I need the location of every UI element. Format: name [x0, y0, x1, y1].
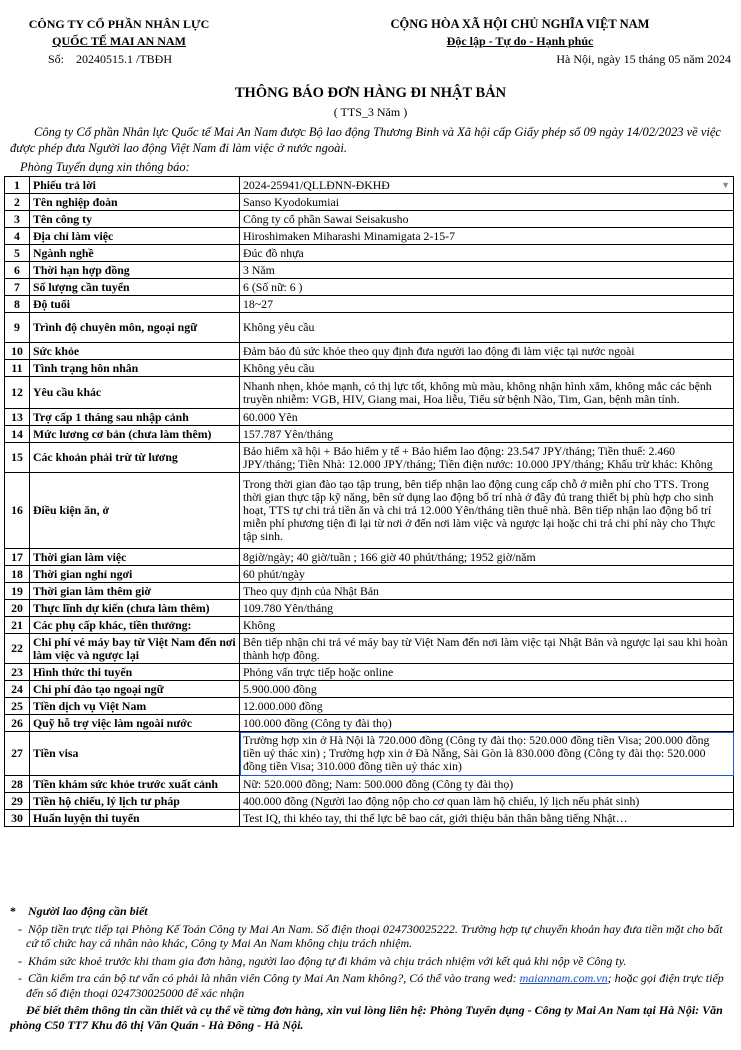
row-value — [240, 194, 734, 211]
notes-heading — [10, 904, 732, 919]
company-name-line1: CÔNG TY CỔ PHẦN NHÂN LỰC — [28, 17, 210, 31]
row-value-text: Bảo hiểm xã hội + Bảo hiểm y tế + Bảo hiểm lao động: 23.547 JPY/tháng; Tiền thuế: 2.460 JPY/tháng; Tiền Nhà: 12.000 JPY/tháng; Tiền điện nước: 10.000 JPY/tháng; Khấu trừ khác: Không — [243, 443, 713, 471]
table-row — [5, 313, 734, 343]
row-value — [240, 698, 734, 715]
row-value-text: 400.000 đồng (Người lao động nộp cho cơ quan làm hộ chiếu, lý lịch nếu phát sinh) — [243, 793, 640, 808]
table-row — [5, 343, 734, 360]
row-number: 2 — [5, 194, 30, 211]
row-number: 23 — [5, 664, 30, 681]
row-number: 16 — [5, 473, 30, 549]
row-value-text: 6 (Số nữ: 6 ) — [243, 279, 303, 294]
intro-paragraph: Công ty Cổ phần Nhân lực Quốc tế Mai An Nam được Bộ lao động Thương Binh và Xã hội cấp Giấy phép số 09 ngày 14/02/2023 về việc được phép đưa Người lao động Việt Nam đi làm việc ở nước ngoài. — [10, 125, 721, 155]
row-label: Thực lĩnh dự kiến (chưa làm thêm) — [30, 600, 240, 617]
table-row — [5, 377, 734, 409]
table-row — [5, 732, 734, 776]
document-number — [48, 52, 172, 67]
row-number: 19 — [5, 583, 30, 600]
row-number: 5 — [5, 245, 30, 262]
note-item-health-text: Khám sức khoẻ trước khi tham gia đơn hàng, người lao động tự đi khám và chịu trách nhiệm với kết quả khi nộp về Công ty. — [28, 953, 627, 968]
row-value-text: 8giờ/ngày; 40 giờ/tuần ; 166 giờ 40 phút/tháng; 1952 giờ/năm — [243, 549, 536, 564]
table-row — [5, 617, 734, 634]
row-value-text: 60.000 Yên — [243, 409, 298, 424]
table-row — [5, 194, 734, 211]
row-label: Chi phí vé máy bay từ Việt Nam đến nơi làm việc và ngược lại — [30, 634, 240, 664]
row-value-text: Không — [243, 617, 276, 632]
row-value-text: Đảm bảo đủ sức khỏe theo quy định đưa người lao động đi làm việc tại nước ngoài — [243, 343, 635, 358]
row-value — [240, 681, 734, 698]
order-details-table — [4, 176, 734, 827]
row-value — [240, 617, 734, 634]
row-label: Tiền visa — [30, 732, 240, 776]
row-value-text: 5.900.000 đồng — [243, 681, 317, 696]
row-value — [240, 634, 734, 664]
note-item-payment: - Nộp tiền trực tiếp tại Phòng Kế Toán Công ty Mai An Nam. Số điện thoại 024730025222. Trường hợp tự chuyển khoản hay đưa tiền mặt cho bất cứ tổ chức hay cá nhân nào khác, Công ty Mai An Nam không chịu trách nhiệm. — [18, 921, 723, 950]
row-value — [240, 426, 734, 443]
row-value — [240, 473, 734, 549]
row-label: Sức khỏe — [30, 343, 240, 360]
company-block — [14, 16, 224, 50]
row-label: Tiền hộ chiếu, lý lịch tư pháp — [30, 793, 240, 810]
row-number: 28 — [5, 776, 30, 793]
row-value-text: Trong thời gian đào tạo tập trung, bên tiếp nhận lao động cung cấp chỗ ở miễn phí cho TTS. Trong thời gian thực tập kỹ năng, bên sử dụng lao động bố trí nhà ở đầy đủ trang thiết bị phù hợp cho sinh hoạt, TTS tự chi trả tiền ăn và chi trả 12.000 Yên/tháng tiền thuê nhà. Bên tiếp nhận lao động bố trí miễn phí phương tiện đi lại từ nơi ở đến nơi làm việc và ngược lại hoặc chi trả chi phí này cho Thực tập sinh. — [243, 477, 716, 543]
table-row — [5, 810, 734, 827]
row-number: 14 — [5, 426, 30, 443]
row-number: 11 — [5, 360, 30, 377]
row-number: 26 — [5, 715, 30, 732]
note-item-verify-text-2: ; hoặc gọi điện trực tiếp đến số điện thoại 024730025000 để xác nhận — [26, 971, 724, 1000]
row-value — [240, 245, 734, 262]
row-value[interactable] — [240, 177, 734, 194]
row-value — [240, 360, 734, 377]
table-row — [5, 443, 734, 473]
row-label: Trình độ chuyên môn, ngoại ngữ — [30, 313, 240, 343]
nation-motto: Độc lập - Tự do - Hạnh phúc — [446, 34, 594, 48]
row-number: 1 — [5, 177, 30, 194]
table-row — [5, 681, 734, 698]
row-number: 21 — [5, 617, 30, 634]
row-value-text: Công ty cổ phần Sawai Seisakusho — [243, 211, 409, 226]
row-value — [240, 279, 734, 296]
row-label: Thời gian làm thêm giờ — [30, 583, 240, 600]
row-value — [240, 583, 734, 600]
row-number: 3 — [5, 211, 30, 228]
row-number: 9 — [5, 313, 30, 343]
row-label: Mức lương cơ bản (chưa làm thêm) — [30, 426, 240, 443]
website-link[interactable]: maiannam.com.vn — [519, 971, 608, 985]
row-label: Điều kiện ăn, ở — [30, 473, 240, 549]
row-value — [240, 715, 734, 732]
document-date: Hà Nội, ngày 15 tháng 05 năm 2024 — [556, 52, 731, 66]
notes-star: * — [10, 904, 16, 918]
row-label: Tình trạng hôn nhân — [30, 360, 240, 377]
row-number: 24 — [5, 681, 30, 698]
row-label: Tên công ty — [30, 211, 240, 228]
nation-title: CỘNG HÒA XÃ HỘI CHỦ NGHĨA VIỆT NAM — [390, 17, 650, 31]
nation-block — [330, 16, 710, 50]
row-value-text: Sanso Kyodokumiai — [243, 194, 340, 209]
row-value-text: 109.780 Yên/tháng — [243, 600, 333, 615]
table-row — [5, 715, 734, 732]
table-row — [5, 409, 734, 426]
row-number: 27 — [5, 732, 30, 776]
row-value-text: Phỏng vấn trực tiếp hoặc online — [243, 664, 394, 679]
row-label: Yêu cầu khác — [30, 377, 240, 409]
row-value-text: 100.000 đồng (Công ty đài thọ) — [243, 715, 392, 730]
row-value — [240, 810, 734, 827]
row-value — [240, 313, 734, 343]
row-value — [240, 343, 734, 360]
row-label: Số lượng cần tuyển — [30, 279, 240, 296]
dropdown-arrow-icon[interactable]: ▼ — [721, 179, 730, 190]
doc-no-label: Số: — [48, 52, 65, 66]
table-row — [5, 262, 734, 279]
row-number: 4 — [5, 228, 30, 245]
row-label: Tiền khám sức khỏe trước xuất cảnh — [30, 776, 240, 793]
table-row — [5, 583, 734, 600]
table-row — [5, 776, 734, 793]
row-number: 8 — [5, 296, 30, 313]
table-row — [5, 473, 734, 549]
row-label: Tên nghiệp đoàn — [30, 194, 240, 211]
doc-no-value: 20240515.1 /TBĐH — [76, 52, 173, 66]
row-value-text: Đúc đồ nhựa — [243, 245, 304, 260]
table-row — [5, 360, 734, 377]
row-value — [240, 211, 734, 228]
document-subtitle: ( TTS_3 Năm ) — [333, 105, 408, 119]
row-label: Thời hạn hợp đồng — [30, 262, 240, 279]
notes-heading-text: Người lao động cần biết — [28, 904, 148, 918]
row-value — [240, 566, 734, 583]
table-row — [5, 177, 734, 194]
row-value — [240, 409, 734, 426]
row-value — [240, 443, 734, 473]
table-row — [5, 664, 734, 681]
row-number: 25 — [5, 698, 30, 715]
row-value-text: Trường hợp xin ở Hà Nội là 720.000 đồng (Công ty đài thọ: 520.000 đồng tiền Visa; 200.000 đồng tiền uỷ thác xin) ; Trường hợp xin ở Đà Nẵng, Sài Gòn là 830.000 đồng (Công ty đài thọ: 520.000 đồng tiền Visa; 310.000 đồng tiền uỷ thác xin) — [243, 733, 710, 773]
row-value — [240, 377, 734, 409]
note-item-verify-text: Cần kiểm tra cán bộ tư vấn có phải là nhân viên Công ty Mai An Nam không?, Có thể vào trang wed: — [28, 971, 520, 985]
row-number: 12 — [5, 377, 30, 409]
row-number: 20 — [5, 600, 30, 617]
note-item-verify: - Cần kiểm tra cán bộ tư vấn có phải là nhân viên Công ty Mai An Nam không?, Có thể vào trang wed: maiannam.com.vn; hoặc gọi điện trực tiếp đến số điện thoại 024730025000 để xác nhận — [18, 971, 724, 1000]
row-value — [240, 296, 734, 313]
notes-section — [10, 904, 732, 1032]
row-value-text: Không yêu cầu — [243, 360, 315, 375]
section-label: Phòng Tuyển dụng xin thông báo: — [20, 160, 190, 174]
contact-info: Để biết thêm thông tin cần thiết và cụ thể về từng đơn hàng, xin vui lòng liên hệ: Phòng Tuyển dụng - Công ty Mai An Nam tại Hà Nội: Văn phòng C50 TT7 Khu đô thị Văn Quán - Hà Đông - Hà Nội. — [10, 1003, 723, 1032]
row-value — [240, 732, 734, 776]
row-label: Các phụ cấp khác, tiền thưởng: — [30, 617, 240, 634]
row-label: Thời gian nghỉ ngơi — [30, 566, 240, 583]
row-label: Quỹ hỗ trợ việc làm ngoài nước — [30, 715, 240, 732]
row-label: Ngành nghề — [30, 245, 240, 262]
row-label: Tiền dịch vụ Việt Nam — [30, 698, 240, 715]
row-value-text: Test IQ, thi khéo tay, thi thể lực bê bao cát, giới thiệu bản thân bằng tiếng Nhật… — [243, 810, 628, 825]
row-label: Độ tuổi — [30, 296, 240, 313]
row-value-text: Nữ: 520.000 đồng; Nam: 500.000 đồng (Công ty đài thọ) — [243, 776, 514, 791]
row-label: Trợ cấp 1 tháng sau nhập cảnh — [30, 409, 240, 426]
table-row — [5, 279, 734, 296]
table-row — [5, 296, 734, 313]
row-label: Huấn luyện thi tuyển — [30, 810, 240, 827]
row-number: 17 — [5, 549, 30, 566]
row-value — [240, 228, 734, 245]
note-item-health: - Khám sức khoẻ trước khi tham gia đơn hàng, người lao động tự đi khám và chịu trách nhiệm với kết quả khi nộp về Công ty. — [18, 953, 627, 968]
row-value-text: Nhanh nhẹn, khỏe mạnh, có thị lực tốt, không mù màu, không nhận hình xăm, không mắc các bệnh truyền nhiễm: VGB, HIV, Giang mai, Hoa liễu, Tiểu sử bệnh Não, Tim, Gan, bệnh mãn tính. — [243, 378, 712, 406]
table-row — [5, 426, 734, 443]
table-row — [5, 228, 734, 245]
table-row — [5, 793, 734, 810]
company-name-line2: QUỐC TẾ MAI AN NAM — [52, 34, 186, 48]
note-item-payment-text: Nộp tiền trực tiếp tại Phòng Kế Toán Công ty Mai An Nam. Số điện thoại 024730025222. Trường hợp tự chuyển khoản hay đưa tiền mặt cho bất cứ tổ chức hay cá nhân nào khác, Công ty Mai An Nam không chịu trách nhiệm. — [26, 921, 723, 950]
row-label: Các khoản phải trừ từ lương — [30, 443, 240, 473]
row-value — [240, 664, 734, 681]
table-row — [5, 566, 734, 583]
row-value-text: Không yêu cầu — [243, 320, 315, 334]
row-number: 6 — [5, 262, 30, 279]
table-row — [5, 698, 734, 715]
row-value — [240, 600, 734, 617]
row-value-text: Bên tiếp nhận chi trả vé máy bay từ Việt Nam đến nơi làm việc tại Nhật Bản và ngược lại sau khi hoàn thành hợp đồng. — [243, 634, 728, 662]
row-value-text: 18~27 — [243, 296, 273, 311]
row-value-text: 60 phút/ngày — [243, 566, 305, 581]
row-number: 18 — [5, 566, 30, 583]
table-row — [5, 634, 734, 664]
row-value — [240, 793, 734, 810]
row-value-text: 12.000.000 đồng — [243, 698, 323, 713]
row-value — [240, 776, 734, 793]
row-value-text: 3 Năm — [243, 262, 275, 277]
row-label: Chi phí đào tạo ngoại ngữ — [30, 681, 240, 698]
row-number: 10 — [5, 343, 30, 360]
row-label: Hình thức thi tuyển — [30, 664, 240, 681]
row-label: Thời gian làm việc — [30, 549, 240, 566]
row-number: 30 — [5, 810, 30, 827]
table-row — [5, 600, 734, 617]
row-value-text: 157.787 Yên/tháng — [243, 426, 333, 441]
row-number: 15 — [5, 443, 30, 473]
row-number: 29 — [5, 793, 30, 810]
row-value — [240, 262, 734, 279]
table-row — [5, 211, 734, 228]
row-number: 22 — [5, 634, 30, 664]
row-value-text: Hiroshimaken Miharashi Minamigata 2-15-7 — [243, 228, 455, 243]
table-row — [5, 245, 734, 262]
row-value-text: 2024-25941/QLLĐNN-ĐKHĐ — [243, 177, 390, 192]
row-number: 13 — [5, 409, 30, 426]
row-label: Phiếu trả lời — [30, 177, 240, 194]
row-value — [240, 549, 734, 566]
table-row — [5, 549, 734, 566]
row-value-text: Theo quy định của Nhật Bản — [243, 583, 379, 598]
row-label: Địa chỉ làm việc — [30, 228, 240, 245]
row-number: 7 — [5, 279, 30, 296]
document-title: THÔNG BÁO ĐƠN HÀNG ĐI NHẬT BẢN — [234, 85, 507, 101]
